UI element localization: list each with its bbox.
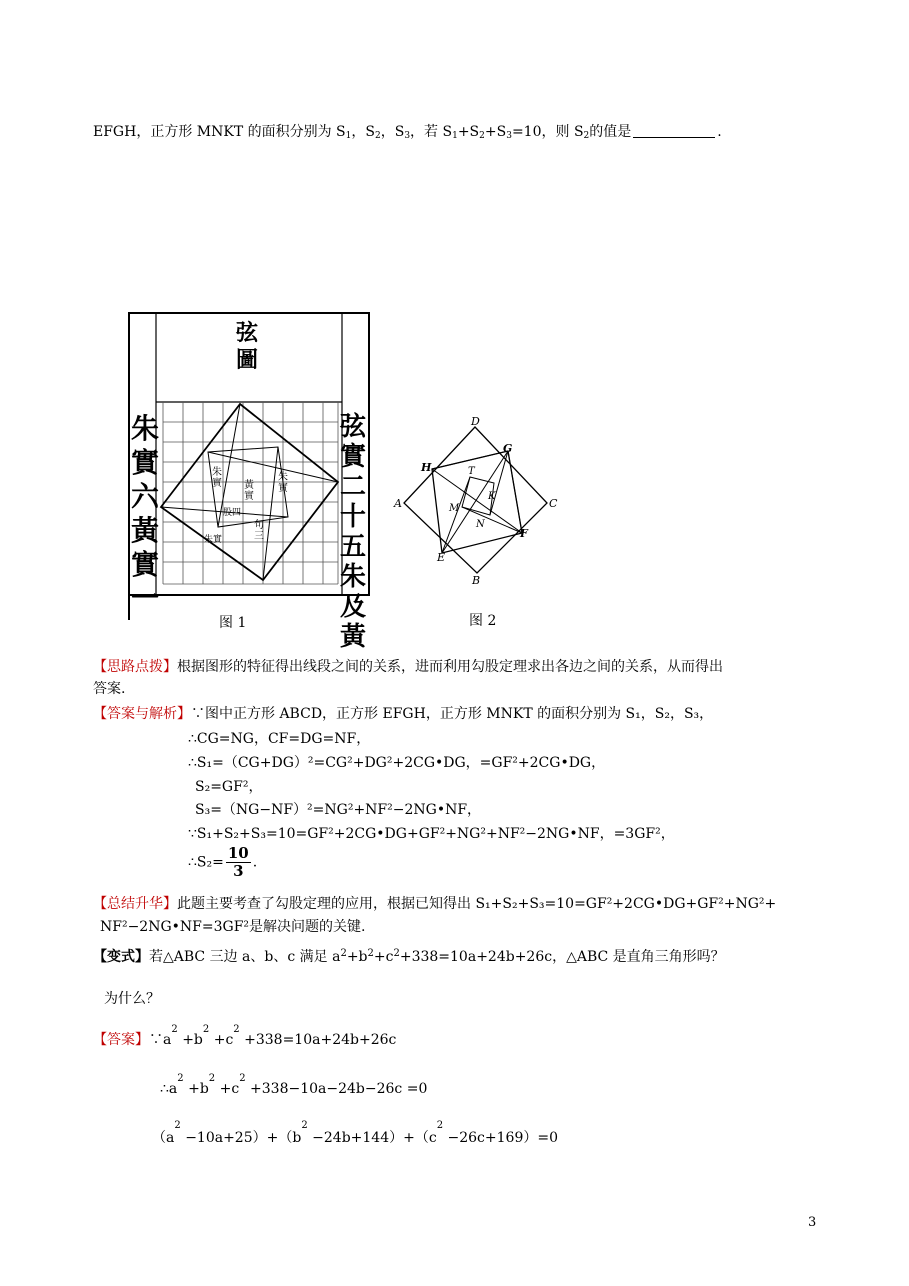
figure-1-inner-label: 句三 <box>254 520 264 542</box>
variant-answer-eq-2: $\therefore a^2 +b^2 +c^2 +338-10a-24b-26c =0$ <box>160 1073 428 1097</box>
point-label: G <box>503 442 513 455</box>
figure-1-title: 弦圖 <box>236 320 259 373</box>
point-label: B <box>472 574 481 587</box>
hint-tag: 【思路点拨】 <box>93 659 177 675</box>
variant-answer-eq-1: 【答案】$\because a^2 +b^2 +c^2 +338=10a+24b+26c$ <box>93 1024 397 1048</box>
figure-1-inner-label: 朱實 <box>204 535 223 545</box>
variant-answer-eq-3: $(a^2 -10a+25)+(b^2 -24b+144)+(c^2 -26c+169)=0$ <box>152 1120 558 1146</box>
hint-line-1: 【思路点拨】根据图形的特征得出线段之间的关系，进而利用勾股定理求出各边之间的关系，从而得出 <box>93 659 723 675</box>
figure-2-drawing <box>392 415 562 590</box>
fraction: $\frac{10}{3}$ <box>227 844 249 880</box>
figure-1-inner-label: 黃實 <box>244 480 254 502</box>
answer-line-2: ∴CG=NG，CF=DG=NF， <box>188 731 371 747</box>
summary-line-2: NF²−2NG•NF=3GF²是解决问题的关键. <box>100 919 366 935</box>
answer-line-3: ∴S₁=（CG+DG）²=CG²+DG²+2CG•DG，=GF²+2CG•DG， <box>188 755 606 771</box>
answer-line-6: ∵S₁+S₂+S₃=10=GF²+2CG•DG+GF²+NG²+NF²−2NG•NF，=3GF²， <box>188 826 675 842</box>
figure-1-inner-label: 股四 <box>223 508 242 518</box>
point-label: E <box>437 551 446 564</box>
answer-line-1: 【答案与解析】∵图中正方形 ABCD，正方形 EFGH，正方形 MNKT 的面积分别为 S₁，S₂，S₃， <box>93 706 714 722</box>
figure-1-left-column: 朱實六黃實一 <box>130 412 159 615</box>
answer-line-7: ∴S₂= $\frac{10}{3}$ . <box>188 844 258 880</box>
point-label: T <box>468 466 475 477</box>
answer-tag: 【答案与解析】 <box>93 706 191 722</box>
figure-1-caption: 图 1 <box>219 615 247 631</box>
page-number: 3 <box>808 1215 817 1230</box>
hint-line-2: 答案. <box>93 681 126 697</box>
figure-2-caption: 图 2 <box>469 613 497 629</box>
summary-tag: 【总结升华】 <box>93 896 177 912</box>
point-label: C <box>549 497 558 510</box>
question-line: EFGH，正方形 MNKT 的面积分别为 $S_1$，$S_2$，$S_3$，若 $S_1+S_2+S_3=10$，则 $S_2$的值是 . <box>93 124 722 141</box>
point-label: K <box>488 491 496 502</box>
figure-1-inner-label: 朱實 <box>212 467 222 489</box>
answer-blank <box>633 125 715 138</box>
variant-tag: 【变式】 <box>93 949 149 965</box>
variant-line-1: 【变式】若△ABC 三边 a、b、c 满足 $a^2+b^2+c^2+338=10a+24b+26c$，△ABC 是直角三角形吗？ <box>93 948 725 965</box>
answer-line-5: S₃=（NG−NF）²=NG²+NF²−2NG•NF， <box>195 802 482 818</box>
figure-1-right-column: 弦實二十五朱及黃 <box>339 412 366 652</box>
point-label: H <box>421 461 432 474</box>
point-label: A <box>394 497 402 510</box>
figure-2 <box>392 415 562 590</box>
summary-line-1: 【总结升华】此题主要考查了勾股定理的应用，根据已知得出 S₁+S₂+S₃=10=GF²+2CG•DG+GF²+NG²+ <box>93 896 777 912</box>
point-label: D <box>471 415 480 428</box>
figure-1-inner-label: 朱實 <box>278 472 288 494</box>
point-label: N <box>476 519 485 530</box>
point-label: F <box>520 527 528 540</box>
answer-line-4: S₂=GF²， <box>195 779 263 795</box>
point-label: M <box>449 503 460 514</box>
variant-line-2: 为什么？ <box>104 991 160 1007</box>
variant-answer-tag: 【答案】 <box>93 1032 149 1048</box>
